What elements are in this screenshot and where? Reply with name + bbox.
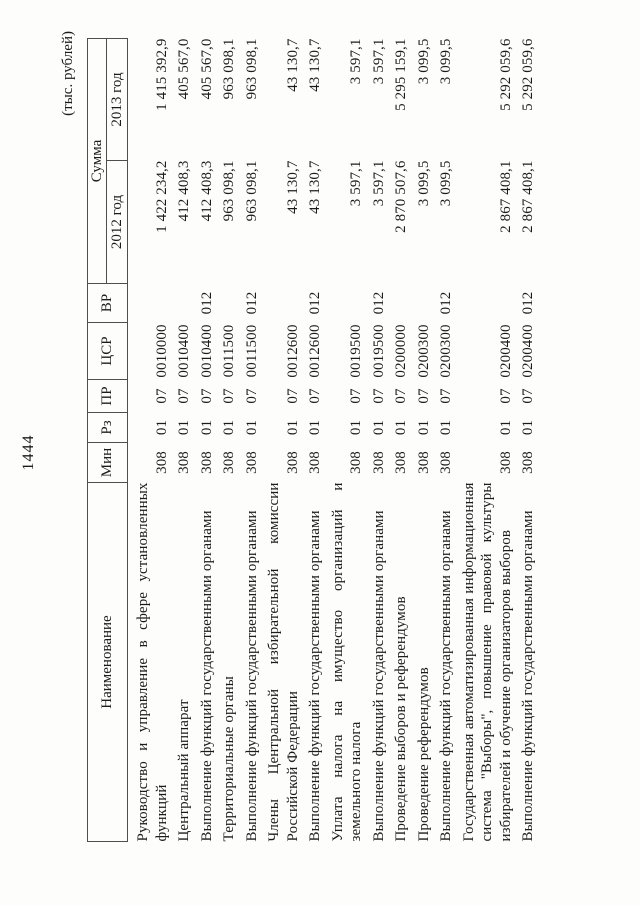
cell-sum-2013: 5 295 159,1 bbox=[393, 38, 409, 111]
cell-sum-2012: 2 867 408,1 bbox=[497, 160, 514, 233]
cell-sum-2013: 43 130,7 bbox=[284, 38, 301, 92]
cell-min: 308 bbox=[370, 451, 387, 474]
cell-rz: 01 bbox=[415, 419, 432, 436]
cell-name: Выполнение функций государственными органами bbox=[370, 510, 387, 842]
cell-pr: 07 bbox=[221, 388, 237, 404]
cell-sum-2012: 3 099,5 bbox=[438, 160, 454, 207]
cell-sum-2012: 3 597,1 bbox=[348, 160, 364, 207]
cell-name: Проведение выборов и референдумов bbox=[393, 596, 409, 842]
col-header-vr: ВР bbox=[88, 284, 128, 323]
cell-sum-2013: 3 597,1 bbox=[370, 38, 387, 85]
cell-min: 308 bbox=[243, 451, 260, 474]
cell-csr: 0200400 bbox=[520, 324, 536, 378]
table-header bbox=[88, 38, 128, 841]
cell-rz: 01 bbox=[153, 419, 170, 436]
col-header-2012: 2012 год bbox=[107, 161, 128, 284]
cell-name: Члены Центральной избирательной комиссии Российской Федерации bbox=[266, 482, 301, 842]
cell-min: 308 bbox=[284, 451, 301, 474]
cell-sum-2012: 412 408,3 bbox=[176, 160, 192, 222]
cell-csr: 0200400 bbox=[497, 324, 514, 378]
col-header-csr: ЦСР bbox=[88, 323, 128, 380]
cell-min: 308 bbox=[438, 451, 454, 474]
cell-name: Выполнение функций государственными органами bbox=[243, 510, 260, 842]
cell-csr: 0200000 bbox=[393, 324, 409, 378]
cell-rz: 01 bbox=[438, 419, 454, 436]
cell-vr bbox=[128, 284, 176, 323]
cell-min: 308 bbox=[221, 451, 237, 474]
table-row bbox=[306, 38, 329, 841]
cell-rz: 01 bbox=[221, 419, 237, 436]
budget-table bbox=[87, 38, 542, 842]
cell-name: Государственная автоматизированная информационная система "Выборы", повышение правовой культуры избирателей и обучение организаторов выборов bbox=[460, 482, 514, 842]
cell-min: 308 bbox=[393, 451, 409, 474]
cell-pr: 07 bbox=[348, 388, 364, 404]
cell-vr bbox=[415, 284, 438, 323]
cell-pr: 07 bbox=[520, 388, 536, 404]
cell-min: 308 bbox=[520, 451, 536, 474]
table-row bbox=[265, 38, 306, 841]
table-row bbox=[437, 38, 460, 841]
cell-pr: 07 bbox=[243, 388, 260, 404]
cell-min: 308 bbox=[176, 451, 192, 474]
cell-csr: 0010000 bbox=[153, 324, 170, 378]
cell-sum-2012: 1 422 234,2 bbox=[153, 160, 170, 233]
cell-pr: 07 bbox=[497, 388, 514, 404]
table-row bbox=[370, 38, 393, 841]
table-row bbox=[128, 38, 176, 841]
cell-min: 308 bbox=[198, 451, 215, 474]
cell-pr: 07 bbox=[153, 388, 170, 404]
table-row bbox=[175, 38, 198, 841]
cell-vr bbox=[392, 284, 415, 323]
cell-sum-2013: 405 567,0 bbox=[176, 38, 192, 100]
cell-sum-2013: 963 098,1 bbox=[243, 38, 260, 100]
cell-sum-2013: 3 099,5 bbox=[415, 38, 432, 85]
cell-vr: 012 bbox=[438, 291, 454, 315]
cell-vr bbox=[460, 284, 520, 323]
cell-rz: 01 bbox=[393, 419, 409, 436]
cell-sum-2012: 43 130,7 bbox=[284, 160, 301, 214]
cell-vr: 012 bbox=[198, 291, 215, 315]
col-header-2013: 2013 год bbox=[107, 38, 128, 160]
cell-name: Территориальные органы bbox=[221, 676, 237, 842]
cell-sum-2013: 43 130,7 bbox=[307, 38, 323, 92]
table-row bbox=[329, 38, 370, 841]
cell-csr: 0012600 bbox=[307, 324, 323, 378]
cell-sum-2012: 412 408,3 bbox=[198, 160, 215, 222]
cell-vr: 012 bbox=[520, 291, 536, 315]
cell-sum-2013: 963 098,1 bbox=[221, 38, 237, 100]
page-number: 1444 bbox=[20, 434, 37, 471]
cell-min: 308 bbox=[415, 451, 432, 474]
cell-pr: 07 bbox=[393, 388, 409, 404]
cell-csr: 0011500 bbox=[243, 324, 260, 378]
cell-name: Центральный аппарат bbox=[176, 699, 192, 842]
cell-csr: 0019500 bbox=[348, 324, 364, 378]
cell-csr: 0010400 bbox=[176, 324, 192, 378]
cell-pr: 07 bbox=[415, 388, 432, 404]
units-note: (тыс. рублей) bbox=[60, 31, 76, 116]
cell-sum-2013: 5 292 059,6 bbox=[520, 38, 536, 111]
table-row bbox=[392, 38, 415, 841]
cell-sum-2012: 3 597,1 bbox=[370, 160, 387, 207]
cell-name: Выполнение функций государственными органами bbox=[438, 510, 454, 842]
table-row bbox=[220, 38, 243, 841]
cell-rz: 01 bbox=[198, 419, 215, 436]
cell-sum-2013: 5 292 059,6 bbox=[497, 38, 514, 111]
cell-name: Руководство и управление в сфере установленных функций bbox=[135, 482, 170, 842]
cell-pr: 07 bbox=[370, 388, 387, 404]
cell-pr: 07 bbox=[284, 388, 301, 404]
cell-pr: 07 bbox=[438, 388, 454, 404]
cell-sum-2012: 3 099,5 bbox=[415, 160, 432, 207]
cell-rz: 01 bbox=[284, 419, 301, 436]
cell-vr bbox=[220, 284, 243, 323]
table-row bbox=[519, 38, 542, 841]
cell-sum-2013: 3 597,1 bbox=[348, 38, 364, 85]
cell-csr: 0200300 bbox=[438, 324, 454, 378]
cell-sum-2013: 405 567,0 bbox=[198, 38, 215, 100]
col-header-min: Мин bbox=[88, 443, 128, 483]
cell-name: Выполнение функций государственными органами bbox=[520, 510, 536, 842]
cell-csr: 0011500 bbox=[221, 324, 237, 378]
cell-name: Выполнение функций государственными органами bbox=[198, 510, 215, 842]
table-row bbox=[243, 38, 266, 841]
table-row bbox=[460, 38, 520, 841]
cell-name: Проведение референдумов bbox=[415, 667, 432, 842]
cell-min: 308 bbox=[307, 451, 323, 474]
cell-min: 308 bbox=[497, 451, 514, 474]
cell-vr: 012 bbox=[370, 291, 387, 315]
cell-rz: 01 bbox=[176, 419, 192, 436]
cell-min: 308 bbox=[153, 451, 170, 474]
col-header-sum: Сумма bbox=[88, 38, 107, 283]
cell-csr: 0200300 bbox=[415, 324, 432, 378]
cell-vr bbox=[265, 284, 306, 323]
cell-sum-2013: 3 099,5 bbox=[438, 38, 454, 85]
table-body bbox=[128, 38, 542, 841]
table-row bbox=[198, 38, 221, 841]
cell-sum-2012: 963 098,1 bbox=[243, 160, 260, 222]
cell-sum-2012: 963 098,1 bbox=[221, 160, 237, 222]
cell-vr: 012 bbox=[307, 291, 323, 315]
cell-rz: 01 bbox=[307, 419, 323, 436]
col-header-rz: Рз bbox=[88, 413, 128, 443]
cell-sum-2012: 2 870 507,6 bbox=[393, 160, 409, 233]
cell-sum-2013: 1 415 392,9 bbox=[153, 38, 170, 111]
cell-pr: 07 bbox=[198, 388, 215, 404]
cell-rz: 01 bbox=[348, 419, 364, 436]
cell-pr: 07 bbox=[176, 388, 192, 404]
cell-vr bbox=[329, 284, 370, 323]
cell-vr: 012 bbox=[243, 291, 260, 315]
cell-pr: 07 bbox=[307, 388, 323, 404]
cell-rz: 01 bbox=[243, 419, 260, 436]
cell-csr: 0010400 bbox=[198, 324, 215, 378]
cell-sum-2012: 2 867 408,1 bbox=[520, 160, 536, 233]
table-row bbox=[415, 38, 438, 841]
cell-rz: 01 bbox=[370, 419, 387, 436]
cell-name: Выполнение функций государственными органами bbox=[307, 510, 323, 842]
cell-min: 308 bbox=[348, 451, 364, 474]
cell-rz: 01 bbox=[520, 419, 536, 436]
col-header-name: Наименование bbox=[88, 483, 128, 842]
cell-sum-2012: 43 130,7 bbox=[307, 160, 323, 214]
cell-name: Уплата налога на имущество организаций и земельного налога bbox=[329, 482, 364, 842]
cell-csr: 0012600 bbox=[284, 324, 301, 378]
col-header-pr: ПР bbox=[88, 380, 128, 413]
cell-vr bbox=[175, 284, 198, 323]
cell-rz: 01 bbox=[497, 419, 514, 436]
cell-csr: 0019500 bbox=[370, 324, 387, 378]
